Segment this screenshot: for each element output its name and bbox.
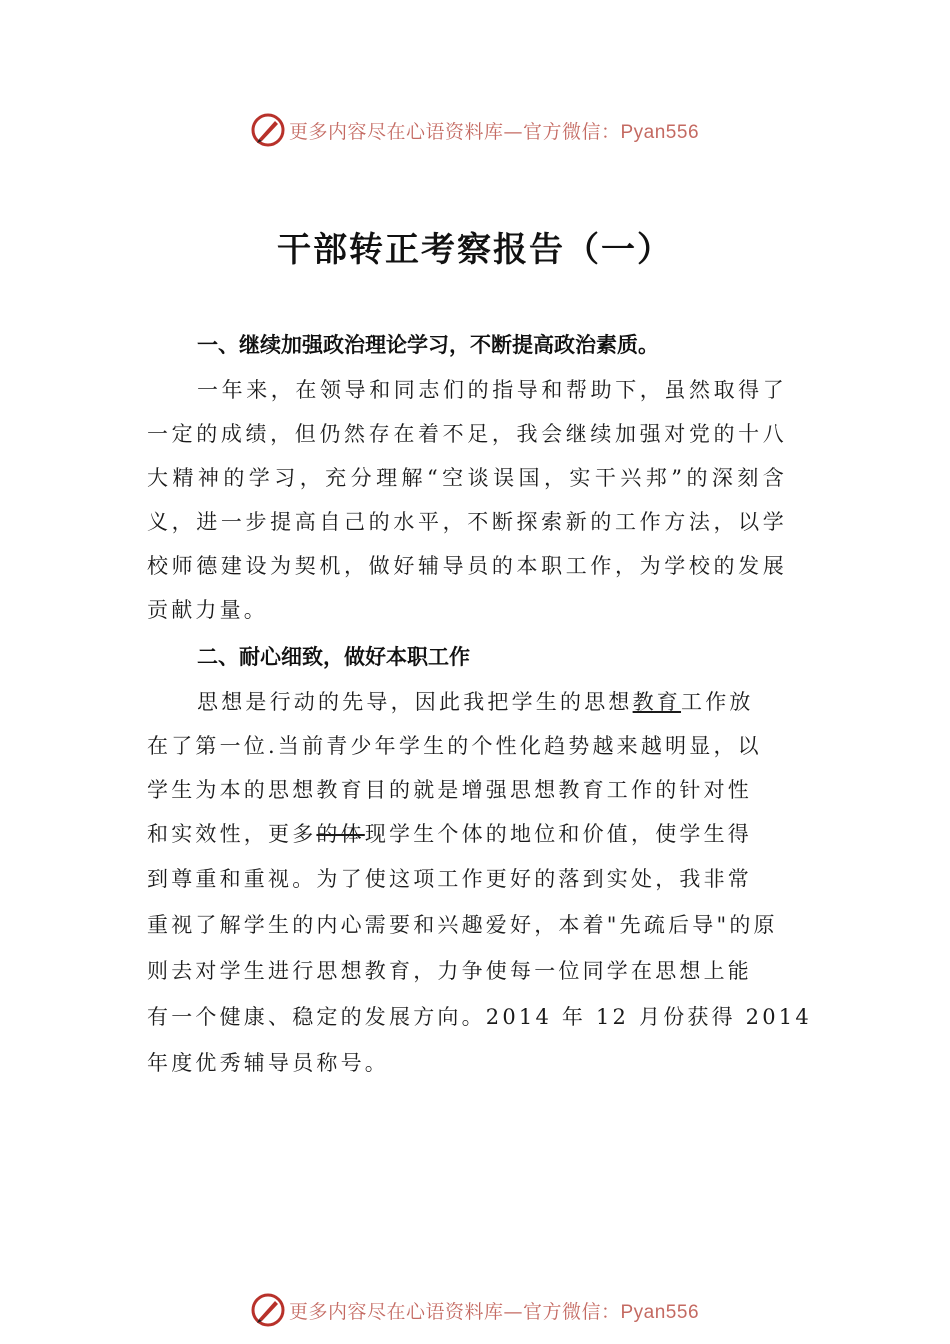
para-line: 重视了解学生的内心需要和兴趣爱好，本着"先疏后导"的原: [147, 913, 778, 937]
para-line: 有一个健康、稳定的发展方向。2014 年 12 月份获得 2014: [147, 1005, 812, 1029]
pen-logo-icon: [251, 1293, 285, 1327]
header-banner: [0, 110, 950, 150]
para-line: 到尊重和重视。为了使这项工作更好的落到实处，我非常: [147, 867, 752, 891]
banner-slogan: 更多内容尽在心语资料库—官方微信：: [288, 1300, 621, 1323]
para-line: 思想是行动的先导，因此我把学生的思想教育工作放: [197, 690, 754, 714]
page-title: 干部转正考察报告（一）: [277, 230, 673, 270]
footer-banner: [0, 1290, 950, 1330]
para-line: 在了第一位.当前青少年学生的个性化趋势越来越明显，以: [147, 734, 762, 758]
para-line: 和实效性，更多的体现学生个体的地位和价值，使学生得: [147, 822, 753, 846]
pen-logo-icon: [251, 113, 285, 147]
wechat-id: Pyan556: [620, 1301, 700, 1323]
para-line: 年度优秀辅导员称号。: [147, 1051, 389, 1075]
banner-text: [289, 1297, 699, 1324]
highlighted-word: 教育: [316, 778, 365, 802]
para-line: 则去对学生进行思想教育，力争使每一位同学在思想上能: [147, 959, 752, 983]
section2-heading: 二、耐心细致，做好本职工作: [197, 645, 470, 669]
section1-heading: 一、继续加强政治理论学习，不断提高政治素质。: [197, 333, 659, 357]
wechat-id: Pyan556: [620, 121, 700, 143]
section2-paragraph: [147, 680, 812, 1086]
section1-paragraph: 一年来，在领导和同志们的指导和帮助下，虽然取得了一定的成绩，但仍然存在着不足，我会继续加强对党的十八大精神的学习，充分理解“空谈误国，实干兴邦”的深刻含义，进一步提高自己的水平，不断探索新的工作方法，以学校师德建设为契机，做好辅导员的本职工作，为学校的发展贡献力量。: [147, 378, 787, 622]
banner-text: [289, 117, 699, 144]
banner-slogan: 更多内容尽在心语资料库—官方微信：: [288, 120, 621, 143]
struck-text: 的体: [316, 822, 365, 846]
document-body: [147, 322, 812, 1086]
underlined-word: 教育: [632, 690, 682, 714]
para-line: 学生为本的思想教育目的就是增强思想教育工作的针对性: [147, 778, 753, 802]
